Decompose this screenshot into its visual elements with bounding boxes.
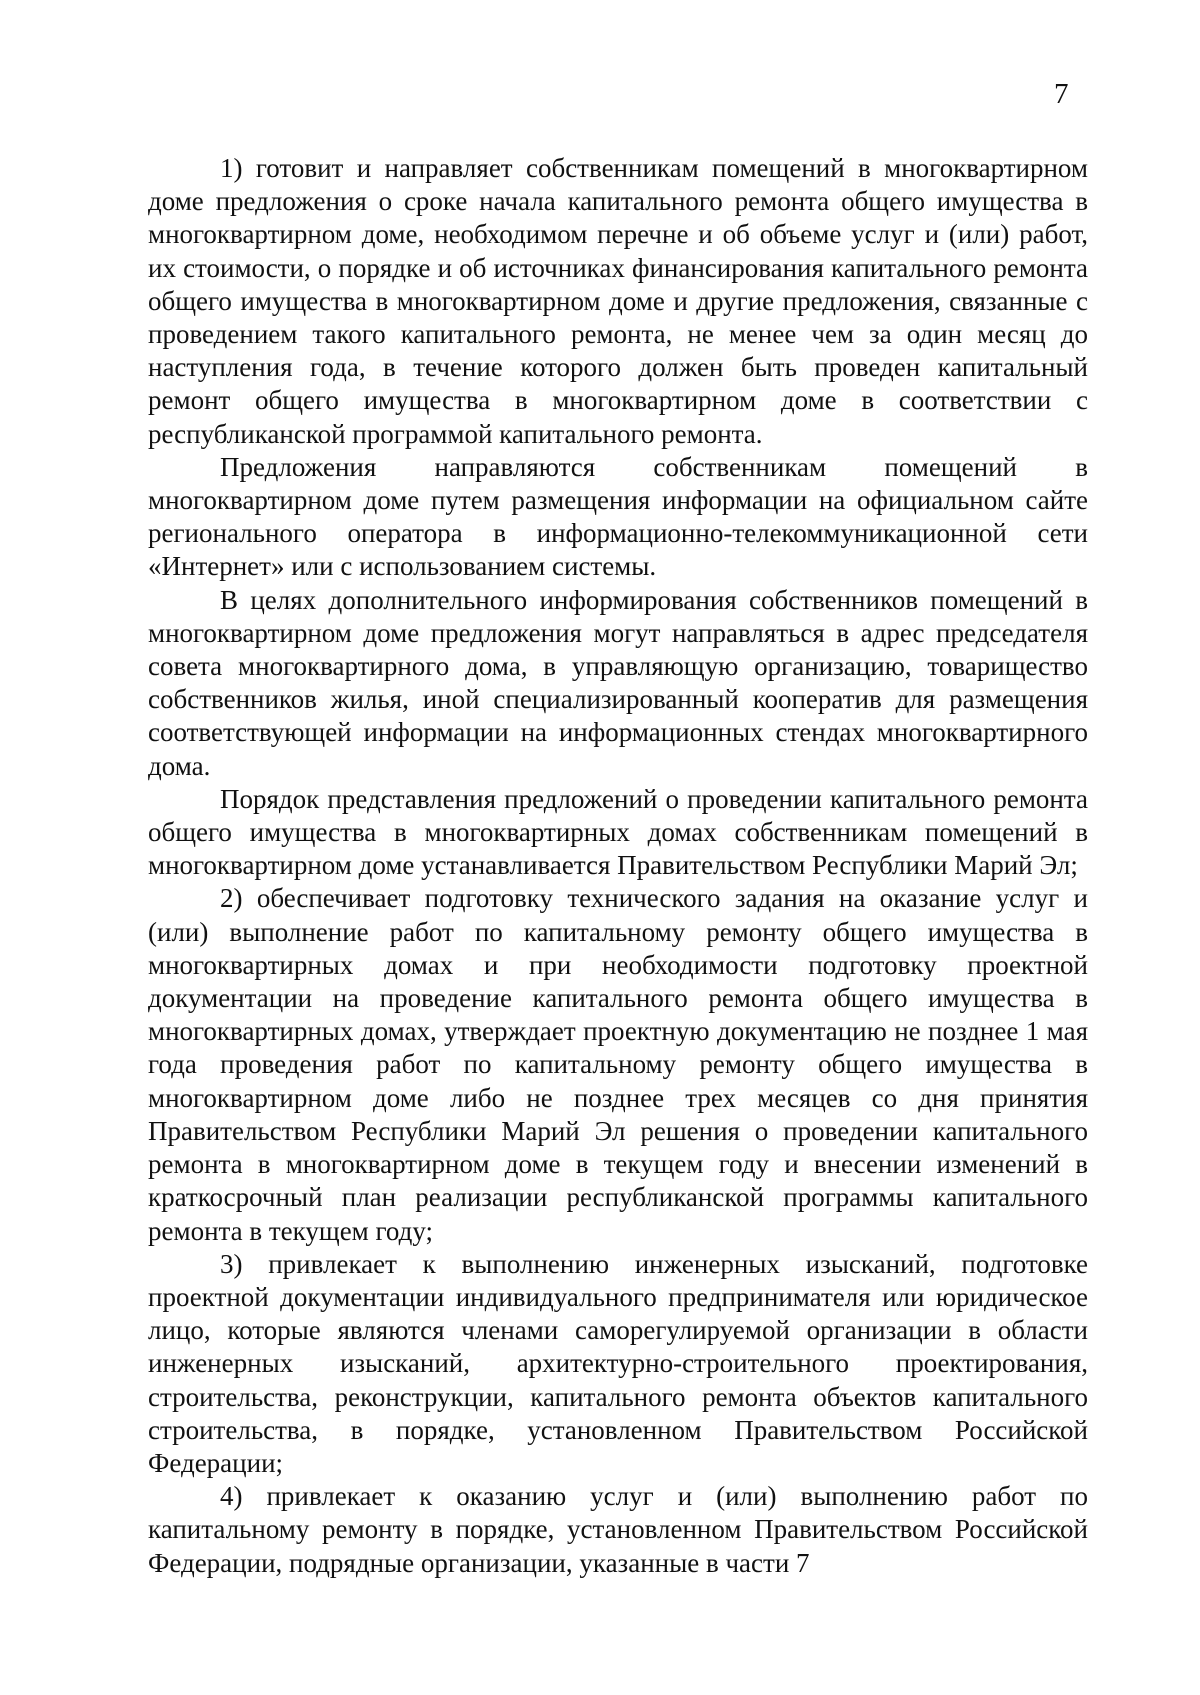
- paragraph-item-2: 2) обеспечивает подготовку технического задания на оказание услуг и (или) выполнение работ по капитальному ремонту общего имущества в многоквартирных домах и при необходимости подготовку проектной документации на проведение капитального ремонта общего имущества в многоквартирных домах, утверждает проектную документацию не позднее 1 мая года проведения работ по капитальному ремонту общего имущества в многоквартирном доме либо не позднее трех месяцев со дня принятия Правительством Республики Марий Эл решения о проведении капитального ремонта в многоквартирном доме в текущем году и внесении изменений в краткосрочный план реализации республиканской программы капитального ремонта в текущем году;: [148, 883, 1088, 1246]
- paragraph-procedure: Порядок представления предложений о проведении капитального ремонта общего имущества в многоквартирных домах собственникам помещений в многоквартирном доме устанавливается Правительством Республики Марий Эл;: [148, 783, 1088, 881]
- paragraph-item-1: 1) готовит и направляет собственникам помещений в многоквартирном доме предложения о сроке начала капитального ремонта общего имущества в многоквартирном доме, необходимом перечне и об объеме услуг и (или) работ, их стоимости, о порядке и об источниках финансирования капитального ремонта общего имущества в многоквартирном доме и другие предложения, связанные с проведением такого капитального ремонта, не менее чем за один месяц до наступления года, в течение которого должен быть проведен капитальный ремонт общего имущества в многоквартирном доме в соответствии с республиканской программой капитального ремонта.: [148, 153, 1088, 449]
- document-body: [148, 152, 1088, 1580]
- paragraph-proposals-sending: Предложения направляются собственникам помещений в многоквартирном доме путем размещения информации на официальном сайте регионального оператора в информационно-телекоммуникационной сети «Интернет» или с использованием системы.: [148, 451, 1088, 582]
- page-number: 7: [1054, 78, 1069, 110]
- paragraph-additional-informing: В целях дополнительного информирования собственников помещений в многоквартирном доме предложения могут направляться в адрес председателя совета многоквартирного дома, в управляющую организацию, товарищество собственников жилья, иной специализированный кооператив для размещения соответствующей информации на информационных стендах многоквартирного дома.: [148, 584, 1088, 781]
- paragraph-item-4: 4) привлекает к оказанию услуг и (или) выполнению работ по капитальному ремонту в порядке, установленном Правительством Российской Федерации, подрядные организации, указанные в части 7: [148, 1481, 1088, 1578]
- paragraph-item-3: 3) привлекает к выполнению инженерных изысканий, подготовке проектной документации индивидуального предпринимателя или юридическое лицо, которые являются членами саморегулируемой организации в области инженерных изысканий, архитектурно-строительного проектирования, строительства, реконструкции, капитального ремонта объектов капитального строительства, в порядке, установленном Правительством Российской Федерации;: [148, 1248, 1088, 1478]
